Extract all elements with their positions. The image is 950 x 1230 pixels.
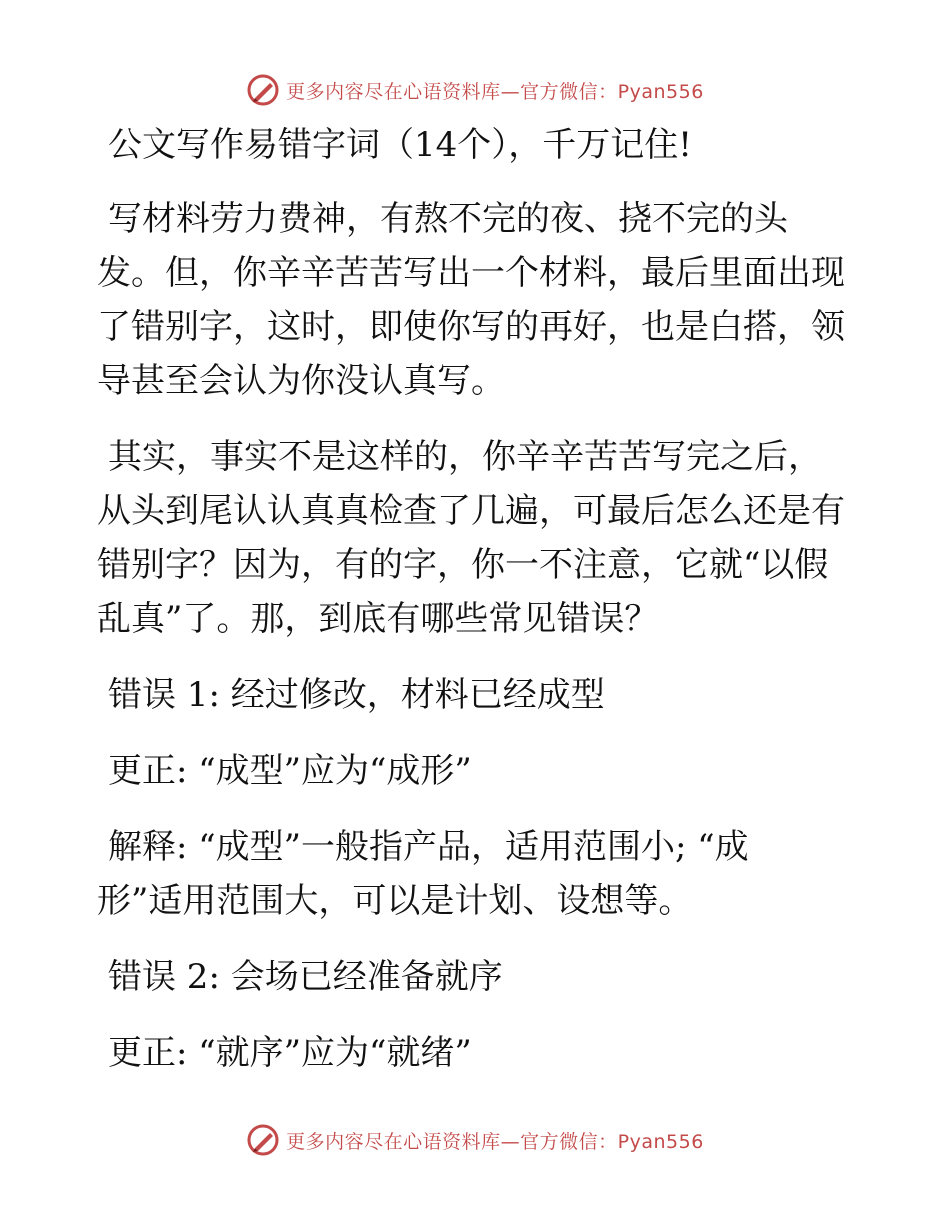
text-line: 错误 2: 会场已经准备就序 bbox=[108, 957, 503, 997]
pen-logo-icon bbox=[246, 1123, 280, 1157]
paragraph bbox=[97, 192, 857, 408]
watermark-text: 更多内容尽在心语资料库—官方微信：Pyan556 bbox=[286, 80, 704, 103]
correction-item bbox=[97, 1026, 857, 1080]
text-line: 了错别字，这时，即使你写的再好，也是白搭，领 bbox=[97, 307, 845, 347]
error-item bbox=[97, 950, 857, 1004]
text-line: 从头到尾认认真真检查了几遍，可最后怎么还是有 bbox=[97, 491, 845, 531]
text-line: 形”适用范围大，可以是计划、设想等。 bbox=[97, 881, 693, 921]
watermark-text: 更多内容尽在心语资料库—官方微信：Pyan556 bbox=[286, 1130, 704, 1153]
error-item bbox=[97, 668, 857, 722]
text-line: 更正: “成型”应为“成形” bbox=[108, 751, 472, 791]
text-line: 乱真”了。那，到底有哪些常见错误？ bbox=[97, 599, 659, 639]
pen-logo-icon bbox=[246, 73, 280, 107]
footer-watermark-banner bbox=[0, 1120, 950, 1160]
paragraph bbox=[97, 430, 857, 646]
text-line: 更正: “就序”应为“就绪” bbox=[108, 1033, 472, 1073]
document-body bbox=[97, 118, 857, 1102]
header-watermark-banner bbox=[0, 70, 950, 110]
text-line: 错别字？因为，有的字，你一不注意，它就“以假 bbox=[97, 545, 829, 585]
text-line: 其实，事实不是这样的，你辛辛苦苦写完之后， bbox=[108, 437, 822, 477]
document-title bbox=[97, 118, 857, 172]
text-line: 写材料劳力费神，有熬不完的夜、挠不完的头 bbox=[108, 199, 788, 239]
text-line: 解释: “成型”一般指产品，适用范围小; “成 bbox=[108, 827, 749, 867]
text-line: 错误 1: 经过修改，材料已经成型 bbox=[108, 675, 605, 715]
correction-item bbox=[97, 744, 857, 798]
text-line: 发。但，你辛辛苦苦写出一个材料，最后里面出现 bbox=[97, 253, 845, 293]
text-line: 导甚至会认为你没认真写。 bbox=[97, 361, 505, 401]
explanation-item bbox=[97, 820, 857, 928]
title-line: 公文写作易错字词（14个），千万记住! bbox=[108, 125, 692, 165]
